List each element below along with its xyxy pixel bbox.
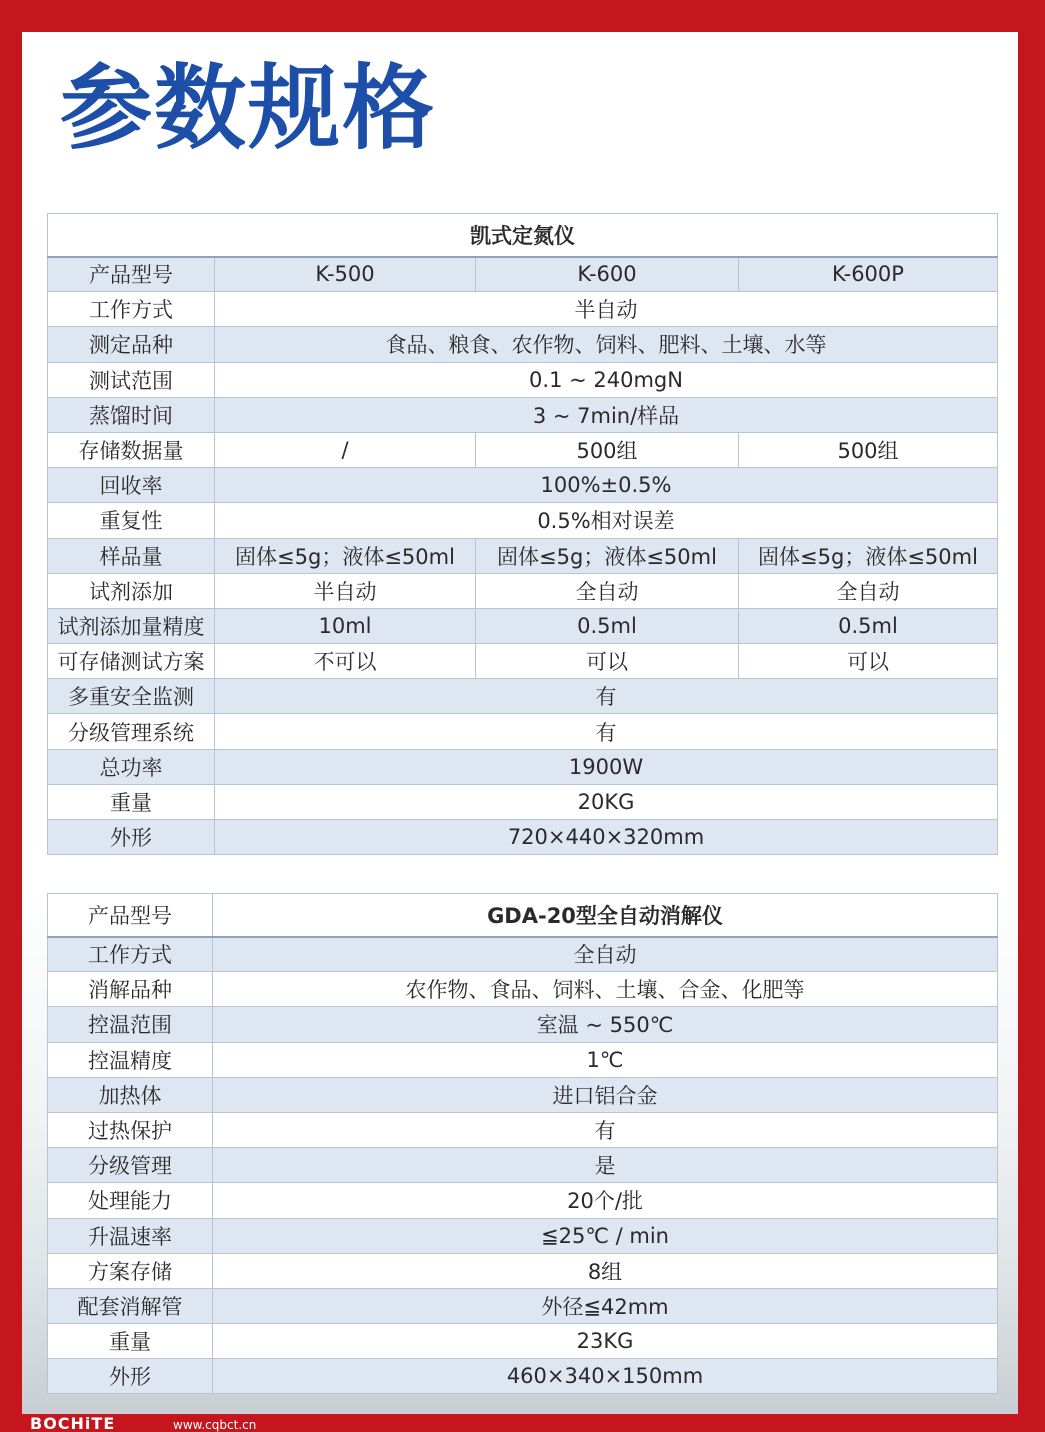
row-label: 消解品种 — [48, 972, 213, 1007]
row-label: 过热保护 — [48, 1112, 213, 1147]
row-value: 外径≦42mm — [213, 1288, 998, 1323]
model-k600p: K-600P — [739, 257, 998, 292]
table-row — [48, 1077, 998, 1112]
table-row — [48, 327, 998, 362]
table-row — [48, 1253, 998, 1288]
website-url: www.cqbct.cn — [173, 1418, 257, 1432]
row-value: 全自动 — [476, 573, 739, 608]
row-label: 可存储测试方案 — [48, 644, 215, 679]
row-value: 食品、粮食、农作物、饲料、肥料、土壤、水等 — [215, 327, 998, 362]
row-label: 加热体 — [48, 1077, 213, 1112]
table-row — [48, 784, 998, 819]
row-label: 试剂添加量精度 — [48, 608, 215, 643]
row-value: 0.5ml — [476, 608, 739, 643]
product-name: GDA-20型全自动消解仪 — [213, 894, 998, 937]
table-row — [48, 538, 998, 573]
row-label: 回收率 — [48, 468, 215, 503]
table-row — [48, 292, 998, 327]
kjeldahl-spec-table — [47, 213, 998, 855]
table-row — [48, 468, 998, 503]
row-label: 外形 — [48, 820, 215, 855]
row-value: ≦25℃ / min — [213, 1218, 998, 1253]
row-label: 外形 — [48, 1359, 213, 1394]
row-label: 分级管理系统 — [48, 714, 215, 749]
row-value: 0.5ml — [739, 608, 998, 643]
model-k500: K-500 — [215, 257, 476, 292]
row-value: / — [215, 432, 476, 467]
row-value: 农作物、食品、饲料、土壤、合金、化肥等 — [213, 972, 998, 1007]
table-row — [48, 1183, 998, 1218]
row-value: 3 ~ 7min/样品 — [215, 397, 998, 432]
table-caption: 凯式定氮仪 — [48, 214, 998, 257]
row-value: 不可以 — [215, 644, 476, 679]
row-value: 固体≤5g；液体≤50ml — [476, 538, 739, 573]
table-header-row — [48, 894, 998, 937]
row-value: 有 — [213, 1112, 998, 1147]
table-header-row — [48, 257, 998, 292]
row-value: 500组 — [739, 432, 998, 467]
row-label: 重量 — [48, 784, 215, 819]
row-value: 进口铝合金 — [213, 1077, 998, 1112]
brand-logo: BOCHiTE — [30, 1414, 116, 1432]
row-value: 有 — [215, 714, 998, 749]
row-value: 10ml — [215, 608, 476, 643]
row-value: 可以 — [476, 644, 739, 679]
table-row — [48, 573, 998, 608]
row-value: 20个/批 — [213, 1183, 998, 1218]
table-row — [48, 503, 998, 538]
spec-panel — [22, 32, 1018, 1414]
table-row — [48, 714, 998, 749]
row-label: 测试范围 — [48, 362, 215, 397]
row-value: 半自动 — [215, 292, 998, 327]
row-value: 有 — [215, 679, 998, 714]
row-label: 升温速率 — [48, 1218, 213, 1253]
row-value: 0.5%相对误差 — [215, 503, 998, 538]
table-row — [48, 432, 998, 467]
row-label: 配套消解管 — [48, 1288, 213, 1323]
row-label: 方案存储 — [48, 1253, 213, 1288]
row-value: 室温 ~ 550℃ — [213, 1007, 998, 1042]
table-row — [48, 1148, 998, 1183]
header-label: 产品型号 — [48, 894, 213, 937]
row-value: 半自动 — [215, 573, 476, 608]
row-value: 是 — [213, 1148, 998, 1183]
row-value: 0.1 ~ 240mgN — [215, 362, 998, 397]
row-label: 工作方式 — [48, 292, 215, 327]
row-value: 1℃ — [213, 1042, 998, 1077]
row-value: 8组 — [213, 1253, 998, 1288]
digestion-spec-table — [47, 893, 998, 1394]
row-value: 全自动 — [739, 573, 998, 608]
table-row — [48, 749, 998, 784]
row-label: 控温范围 — [48, 1007, 213, 1042]
row-label: 分级管理 — [48, 1148, 213, 1183]
table-row — [48, 362, 998, 397]
row-label: 存储数据量 — [48, 432, 215, 467]
row-label: 样品量 — [48, 538, 215, 573]
row-label: 处理能力 — [48, 1183, 213, 1218]
table-row — [48, 820, 998, 855]
row-label: 蒸馏时间 — [48, 397, 215, 432]
header-label: 产品型号 — [48, 257, 215, 292]
table-row — [48, 937, 998, 972]
table-row — [48, 608, 998, 643]
table-row — [48, 1218, 998, 1253]
row-label: 重复性 — [48, 503, 215, 538]
row-label: 控温精度 — [48, 1042, 213, 1077]
row-value: 可以 — [739, 644, 998, 679]
page-title: 参数规格 — [60, 55, 437, 162]
row-value: 720×440×320mm — [215, 820, 998, 855]
row-value: 全自动 — [213, 937, 998, 972]
row-value: 460×340×150mm — [213, 1359, 998, 1394]
row-value: 固体≤5g；液体≤50ml — [739, 538, 998, 573]
table-row — [48, 1112, 998, 1147]
row-value: 固体≤5g；液体≤50ml — [215, 538, 476, 573]
table-row — [48, 679, 998, 714]
row-label: 重量 — [48, 1324, 213, 1359]
table-row — [48, 644, 998, 679]
table-row — [48, 1042, 998, 1077]
row-value: 20KG — [215, 784, 998, 819]
table-row — [48, 1359, 998, 1394]
model-k600: K-600 — [476, 257, 739, 292]
row-value: 500组 — [476, 432, 739, 467]
table-row — [48, 1288, 998, 1323]
row-value: 1900W — [215, 749, 998, 784]
row-label: 试剂添加 — [48, 573, 215, 608]
row-label: 工作方式 — [48, 937, 213, 972]
row-label: 总功率 — [48, 749, 215, 784]
table-row — [48, 397, 998, 432]
table-row — [48, 972, 998, 1007]
row-label: 多重安全监测 — [48, 679, 215, 714]
row-value: 23KG — [213, 1324, 998, 1359]
table-row — [48, 1324, 998, 1359]
row-value: 100%±0.5% — [215, 468, 998, 503]
row-label: 测定品种 — [48, 327, 215, 362]
table-row — [48, 1007, 998, 1042]
